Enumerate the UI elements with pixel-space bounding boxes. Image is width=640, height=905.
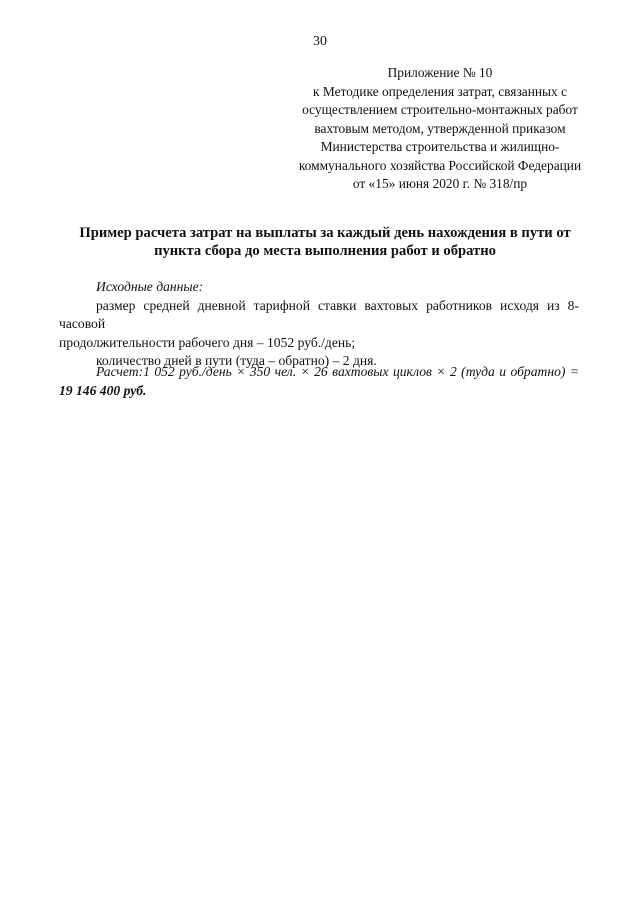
appendix-line: Министерства строительства и жилищно- [320,139,560,154]
appendix-line: Приложение № 10 [387,65,493,80]
calculation-formula: Расчет:1 052 руб./день × 350 чел. × 26 вахтовых циклов × 2 (туда и обратно) = [96,364,579,379]
calculation-block [59,362,579,400]
tariff-rate-line: размер средней дневной тарифной ставки вахтовых работников исходя из 8-часовой [59,297,579,331]
appendix-line: коммунального хозяйства Российской Федерации [298,157,582,173]
appendix-line: к Методике определения затрат, связанных с [312,83,568,99]
title-line: пункта сбора до места выполнения работ и обратно [154,243,496,259]
appendix-line: вахтовым методом, утвержденной приказом [314,120,566,136]
appendix-line: осуществлением строительно-монтажных работ [302,102,578,117]
tariff-rate-continuation: продолжительности рабочего дня – 1052 руб./день; [59,334,356,350]
appendix-line: от «15» июня 2020 г. № 318/пр [352,176,528,191]
source-data-heading: Исходные данные: [96,279,204,294]
page-number: 30 [313,34,327,49]
travel-days-line: количество дней в пути (туда – обратно) – 2 дня. [96,353,377,368]
source-data-block [59,278,579,371]
title-line: Пример расчета затрат на выплаты за каждый день нахождения в пути от [79,225,571,241]
document-title [40,224,610,260]
calculation-result: 19 146 400 руб. [59,383,147,398]
appendix-header [280,64,600,194]
